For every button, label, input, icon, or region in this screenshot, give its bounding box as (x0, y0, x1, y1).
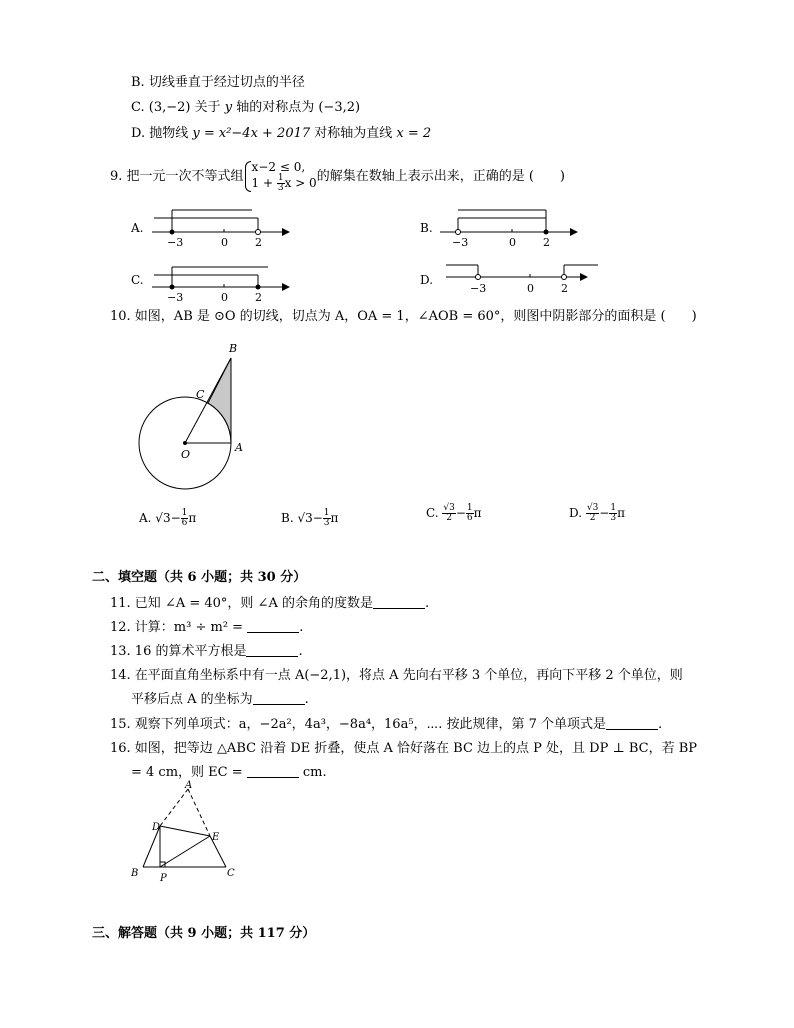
q10-option-c: C. $\frac{√3}{2}$ − $\frac{1}{6}$ π (426, 503, 482, 523)
q13: 13. 16 的算术平方根是 . (110, 644, 303, 659)
q14-line2: 平移后点 A 的坐标为 . (131, 692, 309, 707)
tick-0: 0 (527, 282, 534, 295)
q8-option-d: D. 抛物线 y = x²−4x + 2017 对称轴为直线 x = 2 (131, 126, 432, 141)
q8-option-c: C. (3,−2) 关于 y 轴的对称点为 (−3,2) (131, 100, 361, 115)
q12: 12. 计算：m³ ÷ m² = . (110, 620, 304, 635)
q16-line1: 16. 如图，把等边 △ABC 沿着 DE 折叠，使点 A 恰好落在 BC 边上的点 P 处，且 DP ⊥ BC，若 BP (110, 741, 698, 756)
q9-option-d-label: D. (420, 273, 434, 287)
answer-blank[interactable] (253, 692, 305, 705)
q10-option-a: A. √3− $\frac{1}{6}$ π (139, 508, 197, 528)
label-o: O (181, 448, 191, 461)
q14-line1: 14. 在平面直角坐标系中有一点 A(−2,1)，将点 A 先向右平移 3 个单位，再向下平移 2 个单位，则 (110, 668, 683, 683)
tick-2: 2 (543, 236, 550, 249)
q11: 11. 已知 ∠A = 40°，则 ∠A 的余角的度数是 . (110, 596, 430, 611)
tick-neg3: −3 (167, 236, 184, 249)
answer-blank[interactable] (247, 765, 299, 778)
q15: 15. 观察下列单项式：a，−2a²，4a³，−8a⁴，16a⁵，⋯. 按此规律，第 7 个单项式是 . (110, 717, 663, 732)
label-b: B (229, 342, 238, 355)
label-p: P (160, 873, 167, 884)
q8-option-b: B. 切线垂直于经过切点的半径 (131, 75, 305, 90)
q16-triangle-figure (128, 780, 248, 884)
section-3-heading: 三、解答题（共 9 小题；共 117 分） (92, 926, 316, 941)
tick-2: 2 (255, 291, 262, 304)
answer-blank[interactable] (373, 596, 425, 609)
label-b: B (131, 868, 139, 879)
q10-stem: 10. 如图，AB 是 ⊙O 的切线，切点为 A，OA = 1，∠AOB = 60°，则图中阴影部分的面积是 ( ) (110, 309, 697, 324)
label-d: D (152, 822, 161, 833)
q10-option-b: B. √3− $\frac{1}{3}$ π (281, 508, 339, 528)
tick-neg3: −3 (470, 282, 487, 295)
q9-option-b-label: B. (420, 221, 433, 235)
label-a: A (185, 780, 193, 791)
q9-numberline-a[interactable] (150, 200, 290, 250)
tick-0: 0 (509, 236, 516, 249)
tick-2: 2 (561, 282, 568, 295)
label-c: C (227, 868, 235, 879)
q16-line2: = 4 cm，则 EC = cm. (131, 765, 327, 780)
tick-neg3: −3 (167, 291, 184, 304)
label-e: E (212, 832, 220, 843)
answer-blank[interactable] (246, 644, 298, 657)
tick-0: 0 (221, 291, 228, 304)
q9-numberline-d[interactable] (440, 255, 600, 305)
inequality-system: x−2 ≤ 0, 1 + $\frac{1}{3}$ x > 0 (244, 160, 317, 193)
q9-option-a-label: A. (131, 221, 144, 235)
q10-option-d: D. $\frac{√3}{2}$ − $\frac{1}{3}$ π (569, 503, 625, 523)
label-a: A (235, 441, 243, 454)
answer-blank[interactable] (606, 717, 658, 730)
q9-option-c-label: C. (131, 273, 144, 287)
tick-2: 2 (255, 236, 262, 249)
q9-stem: 9. 把一元一次不等式组 x−2 ≤ 0, 1 + $\frac{1}{3}$ x > 0 的解集在数轴上表示出来，正确的是 ( ) (110, 160, 565, 193)
tick-neg3: −3 (452, 236, 469, 249)
q9-numberline-c[interactable] (150, 255, 290, 305)
tick-0: 0 (221, 236, 228, 249)
answer-blank[interactable] (247, 620, 299, 633)
section-2-heading: 二、填空题（共 6 小题；共 30 分） (92, 570, 307, 585)
q10-circle-figure (130, 338, 260, 508)
label-c: C (196, 388, 205, 401)
q9-numberline-b[interactable] (438, 200, 578, 250)
